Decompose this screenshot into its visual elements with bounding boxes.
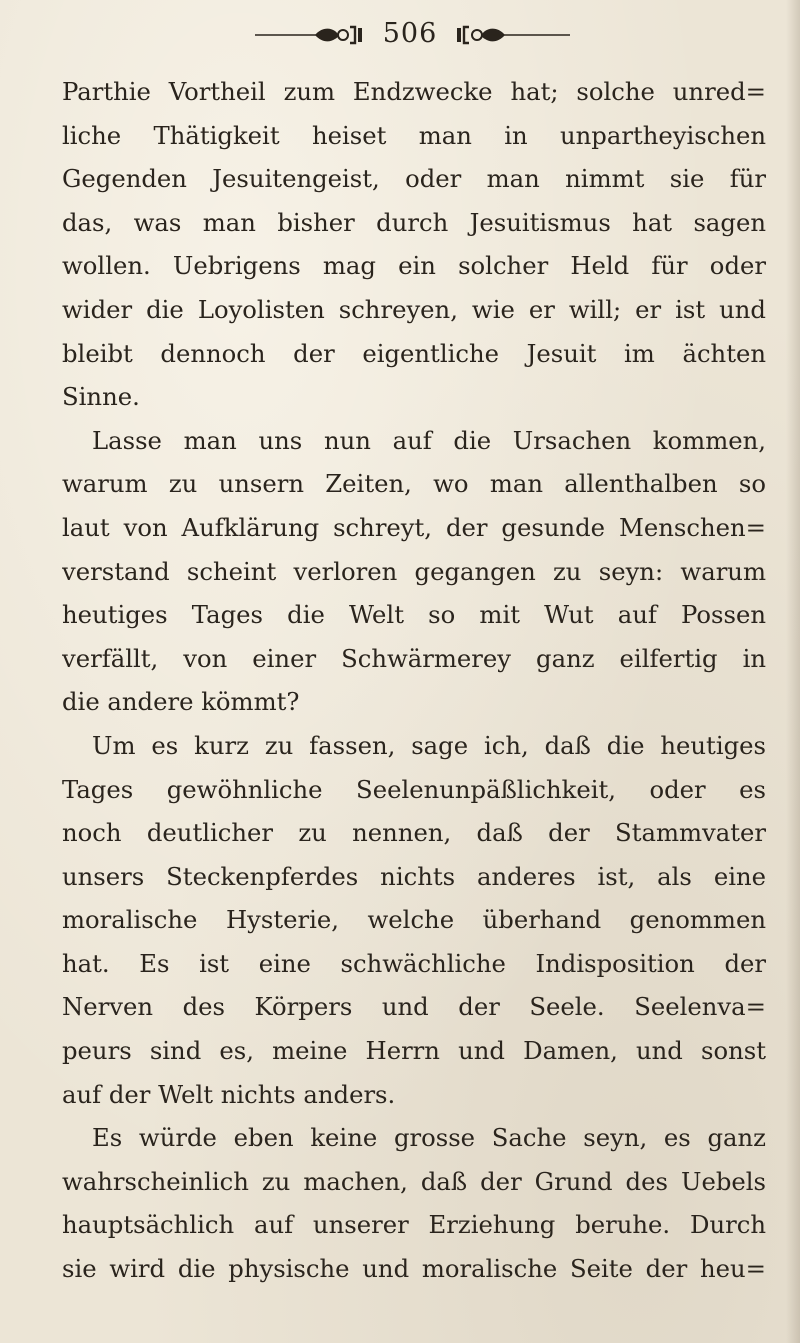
text-line: sie wird die physische und moralische Seite der heu= — [62, 1254, 766, 1284]
text-line: heutiges Tages die Welt so mit Wut auf Possen — [62, 600, 766, 630]
text-line: hauptsächlich auf unserer Erziehung beruhe. Durch — [62, 1210, 766, 1240]
text-line: laut von Aufklärung schreyt, der gesunde Menschen= — [62, 512, 766, 542]
text-line: liche Thätigkeit heiset man in unpartheyischen — [62, 120, 766, 150]
text-line: Lasse man uns nun auf die Ursachen kommen, — [92, 425, 766, 455]
page-edge-shadow — [786, 0, 800, 1343]
text-line: wahrscheinlich zu machen, daß der Grund des Uebels — [62, 1166, 766, 1196]
text-line: Sinne. — [62, 382, 140, 412]
text-line: moralische Hysterie, welche überhand genommen — [62, 905, 766, 935]
left-ornament-icon — [255, 22, 365, 48]
body-text — [62, 70, 766, 1291]
text-line: peurs sind es, meine Herrn und Damen, und sonst — [62, 1036, 766, 1066]
text-line: die andere kömmt? — [62, 687, 300, 717]
text-line: bleibt dennoch der eigentliche Jesuit im ächten — [62, 338, 766, 368]
text-line: Um es kurz zu fassen, sage ich, daß die heutiges — [92, 730, 766, 760]
text-line: Tages gewöhnliche Seelenunpäßlichkeit, oder es — [62, 774, 766, 804]
text-line: Parthie Vortheil zum Endzwecke hat; solche unred= — [62, 77, 766, 106]
right-ornament-icon — [455, 22, 570, 48]
page-number: 506 — [382, 18, 438, 49]
text-line: verfällt, von einer Schwärmerey ganz eilfertig in — [62, 643, 766, 673]
text-line: wollen. Uebrigens mag ein solcher Held für oder — [62, 251, 766, 281]
text-line: Es würde eben keine grosse Sache seyn, es ganz — [92, 1123, 766, 1153]
text-line: hat. Es ist eine schwächliche Indisposition der — [62, 948, 766, 978]
text-line: auf der Welt nichts anders. — [62, 1079, 396, 1109]
text-line: wider die Loyolisten schreyen, wie er will; er ist und — [62, 294, 766, 324]
text-line: Nerven des Körpers und der Seele. Seelenva= — [62, 992, 766, 1022]
text-line: unsers Steckenpferdes nichts anderes ist, als eine — [62, 861, 766, 891]
text-line: das, was man bisher durch Jesuitismus hat sagen — [62, 207, 766, 237]
page-header — [0, 16, 800, 52]
text-line: warum zu unsern Zeiten, wo man allenthalben so — [62, 469, 766, 499]
text-line: Gegenden Jesuitengeist, oder man nimmt sie für — [62, 164, 766, 194]
text-line: noch deutlicher zu nennen, daß der Stammvater — [62, 818, 766, 848]
text-line: verstand scheint verloren gegangen zu seyn: warum — [62, 556, 766, 586]
